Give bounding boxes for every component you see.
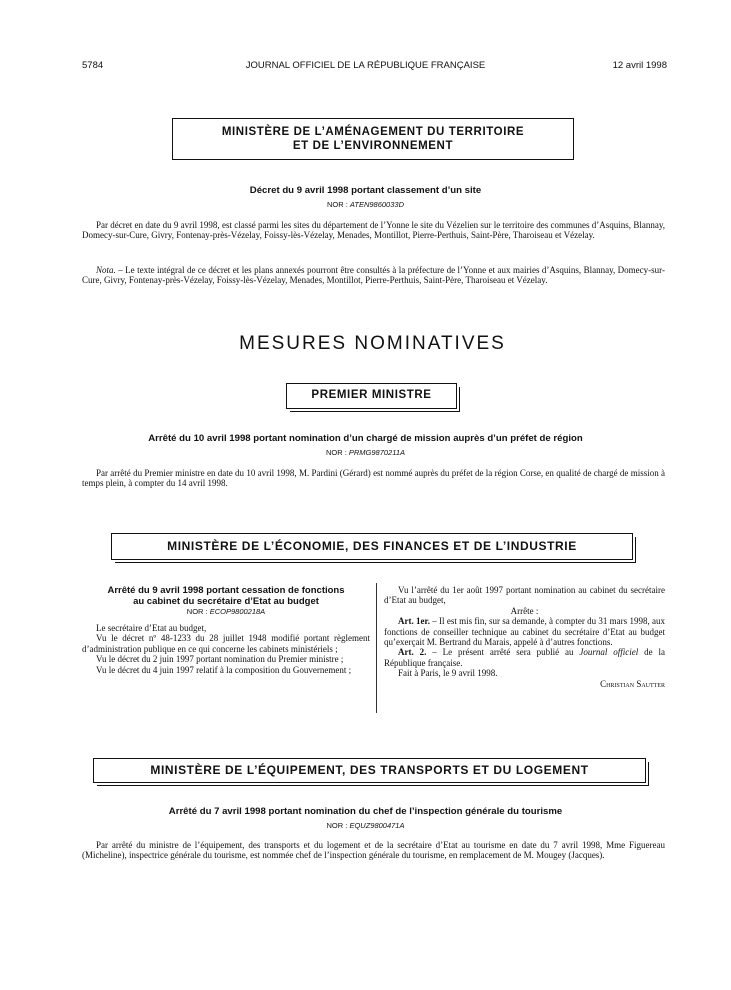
arrete-title-tourisme: Arrêté du 7 avril 1998 portant nomination du chef de l’inspection générale du tourisme	[168, 806, 563, 817]
ministry-box-economie: MINISTÈRE DE L’ÉCONOMIE, DES FINANCES ET DE L’INDUSTRIE	[111, 533, 633, 560]
nor-reference-pardini	[0, 448, 731, 457]
nor-reference	[0, 200, 731, 209]
ministry-title-line1: MINISTÈRE DE L’AMÉNAGEMENT DU TERRITOIRE	[221, 126, 525, 138]
article-1	[384, 616, 665, 647]
nor-label: NOR :	[326, 821, 350, 830]
ministry-box-premier: PREMIER MINISTRE	[286, 383, 457, 409]
nota-label: Nota.	[96, 265, 116, 275]
nor-code: ECOP9800218A	[209, 607, 266, 616]
nor-code: EQUZ9800471A	[349, 821, 405, 830]
decree-body: Par décret en date du 9 avril 1998, est classé parmi les sites du département de l’Yonne le site du Vézelien sur le territoire des communes d’Asquins, Blannay, Domecy-sur-Cure, Givry, Fontenay-près-Vézelay, Foissy-lès-Vézelay, Menades, Montillot, Pierre-Perthuis, Saint-Père, Tharoiseau et Vézelay.	[82, 220, 665, 241]
arrete-body-pardini: Par arrêté du Premier ministre en date du 10 avril 1998, M. Pardini (Gérard) est nommé auprès du préfet de la région Corse, en qualité de chargé de mission à temps plein, à compter du 14 avril 1998.	[82, 468, 665, 489]
nor-code: ATEN9860033D	[349, 200, 404, 209]
article-2-post: de la République française.	[384, 647, 665, 668]
nota-text: – Le texte intégral de ce décret et les plans annexés pourront être consultés à la préfecture de l’Yonne et aux mairies d’Asquins, Blannay, Domecy-sur-Cure, Givry, Fontenay-près-Vézelay, Foissy-lès-Vézelay, Menades, Montillot, Pierre-Perthuis, Saint-Père, Tharoiseau et Vézelay.	[82, 265, 665, 286]
arrete-title-pardini: Arrêté du 10 avril 1998 portant nomination d’un chargé de mission auprès d’un préfet de région	[148, 433, 583, 444]
signature	[384, 679, 665, 689]
article-2	[384, 647, 665, 668]
visa-decret-4-juin: Vu le décret du 4 juin 1997 relatif à la composition du Gouvernement ;	[96, 664, 352, 675]
article-1-text: – Il est mis fin, sur sa demande, à compter du 31 mars 1998, aux fonctions de conseiller technique au cabinet du secrétaire d’Etat au budget qu’exerçait M. Bertrand du Marais, appelé à d’autres fonctions.	[384, 616, 666, 648]
visa-secretaire: Le secrétaire d’Etat au budget,	[96, 623, 207, 633]
visa-decret-2-juin: Vu le décret du 2 juin 1997 portant nomination du Premier ministre ;	[96, 654, 344, 665]
nor-reference-tourisme	[0, 821, 731, 830]
ministry-title-line2: ET DE L’ENVIRONNEMENT	[292, 140, 454, 152]
page-number: 5784	[82, 60, 104, 71]
article-1-label: Art. 1er.	[398, 616, 430, 627]
nor-label: NOR :	[186, 607, 210, 616]
decree-note	[82, 265, 665, 286]
visa-decret-1948: Vu le décret nº 48-1233 du 28 juillet 1948 modifié portant règlement d’administration publique en ce qui concerne les cabinets ministériels ;	[82, 633, 370, 654]
issue-date: 12 avril 1998	[612, 60, 667, 71]
journal-title: JOURNAL OFFICIEL DE LA RÉPUBLIQUE FRANÇAISE	[245, 60, 486, 71]
signature-name: Christian Sautter	[600, 678, 665, 689]
nor-reference-cabinet	[82, 607, 370, 616]
arrete-title-cabinet	[82, 585, 370, 607]
left-column	[82, 623, 370, 675]
nor-code: PRMG9870211A	[348, 448, 406, 457]
article-2-pre: – Le présent arrêté sera publié au	[426, 647, 580, 658]
decree-title: Décret du 9 avril 1998 portant classement d’un site	[249, 185, 482, 196]
ministry-box-amenagement	[172, 118, 574, 160]
article-2-label: Art. 2.	[398, 647, 427, 658]
visa-arrete-aout: Vu l’arrêté du 1er août 1997 portant nomination au cabinet du secrétaire d’Etat au budget,	[384, 585, 665, 606]
arrete-title-line1: Arrêté du 9 avril 1998 portant cessation de fonctions	[107, 585, 345, 596]
column-divider	[376, 583, 377, 713]
nor-label: NOR :	[325, 448, 349, 457]
mesures-nominatives-title: MESURES NOMINATIVES	[239, 333, 506, 354]
arrete-word: Arrête :	[510, 605, 539, 616]
nor-label: NOR :	[327, 200, 350, 209]
right-column	[384, 585, 665, 689]
ministry-box-equipement: MINISTÈRE DE L’ÉQUIPEMENT, DES TRANSPORTS ET DU LOGEMENT	[93, 758, 646, 783]
fait-a-paris: Fait à Paris, le 9 avril 1998.	[398, 668, 498, 679]
journal-officiel-ref: Journal officiel	[579, 647, 639, 658]
arrete-body-tourisme: Par arrêté du ministre de l’équipement, des transports et du logement et de la secrétaire d’Etat au tourisme en date du 7 avril 1998, Mme Figuereau (Micheline), inspectrice générale du tourisme, est nommée chef de l’inspection générale du tourisme, en remplacement de M. Mougey (Jacques).	[82, 840, 665, 861]
arrete-title-line2: au cabinet du secrétaire d’Etat au budget	[133, 596, 319, 607]
